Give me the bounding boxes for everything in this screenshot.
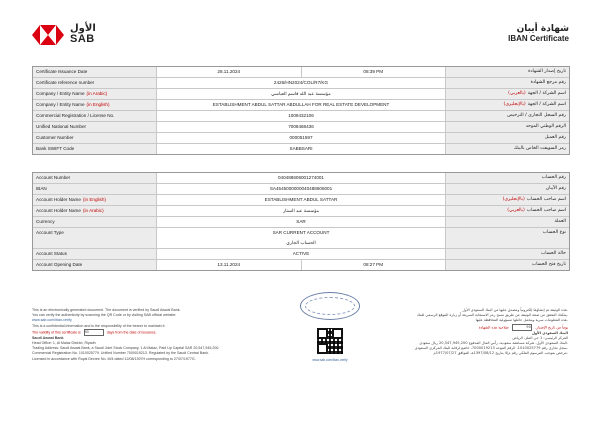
table-row (33, 100, 569, 111)
row-value: SAR (296, 219, 306, 224)
footer-line: هذه المعلومات سرية ويتحمل حاملها مسؤولية المحافظة عليها. (475, 318, 568, 323)
row-value: ACTIVE (292, 251, 310, 256)
table-row (33, 78, 569, 89)
row-label-ar: تاريخ فتح الحساب (445, 260, 569, 270)
table-row (33, 173, 569, 184)
row-value: 08:27 PM (363, 262, 384, 267)
validity-days-box-ar: 90 (512, 324, 532, 331)
footer (32, 308, 568, 398)
row-label-ar: (بالإنجليزي) اسم الشركة / الجهة (445, 100, 569, 110)
table-row (33, 67, 569, 78)
row-label-en: Unified National Number (33, 122, 157, 132)
footer-notes-en (32, 308, 252, 362)
document-title (508, 24, 569, 44)
row-label-ar: العملة (445, 217, 569, 227)
sab-logo (32, 24, 96, 45)
row-label-ar: رقم الآيبان (445, 184, 569, 194)
table-row (33, 133, 569, 144)
row-value: 7008468436 (288, 124, 314, 129)
row-label-ar: (بالعربي) اسم صاحب الحساب (445, 206, 569, 216)
row-label-ar: رقم الحساب (445, 173, 569, 183)
qr-code-icon[interactable] (317, 328, 343, 354)
row-label-ar: (بالعربي) اسم الشركة / الجهة (445, 89, 569, 99)
validity-line: The validity of this certificate is 90 days from the date of issuance. (32, 329, 157, 335)
row-value: 000051597 (289, 135, 313, 140)
row-label-en: Customer Number (33, 133, 157, 143)
validity-line-ar: يوماً من تاريخ الإصدار. 90 صلاحية هذه الشهادة (478, 324, 568, 330)
footer-line: Commercial Registration No. 1010025779. Unified Number 7000019213. Regulated by the Saudi Central Bank. (32, 351, 209, 356)
row-label-en: IBAN (33, 184, 157, 194)
row-label-ar: رمز السويفت الخاص بالبنك (445, 144, 569, 154)
row-value: مؤسسة عبد الستار (282, 208, 320, 213)
row-label-en: Commercial Registration / License No. (33, 111, 157, 121)
footer-line: يمكنك التحقق من صحة الوثيقة عن طريق مسح رمز الاستجابة السريعة أو زيارة الموقع الرسمي للبنك. (416, 313, 568, 318)
row-label-ar: حالة الحساب (445, 249, 569, 259)
row-label-ar: رقم السجل التجاري / الترخيص (445, 111, 569, 121)
row-value: ESTABLISHMENT ABDUL SATTAR (264, 197, 338, 202)
title-en: IBAN Certificate (508, 34, 569, 44)
footer-line: Trading Address: Saudi Awwal Bank, a Saudi Joint Stock Company, 1 Al Malaz, Paid Up Capital SAR 20,547,945,200. (32, 346, 220, 351)
row-value: SABBSARI (289, 146, 313, 151)
row-label-ar: رقم العميل (445, 133, 569, 143)
footer-notes-ar (348, 308, 568, 357)
row-label-ar: الرقم الوطني الموحد (445, 122, 569, 132)
row-value: 28.11.2024 (157, 67, 302, 77)
table-row (33, 122, 569, 133)
row-label-en: Certificate Issuance Date (33, 67, 157, 77)
row-label-en: Certificate reference number (33, 78, 157, 88)
qr-caption[interactable]: www.sab.com/iban-verify (312, 358, 348, 362)
row-label-en: Account Holder Name (in Arabic) (33, 206, 157, 216)
footer-line: مرخص بموجب المرسوم الملكي رقم م/4 بتاريخ 1397/08/12هـ الموافق 1977/07/27م. (433, 351, 568, 356)
footer-line: سجل تجاري رقم 1010025779، الرقم الموحد 7000019213، خاضع لرقابة البنك المركزي السعودي. (414, 346, 568, 351)
title-ar: شهادة أيبان (516, 24, 569, 34)
row-label-en: Account Opening Date (33, 260, 157, 270)
row-label-ar: تاريخ إصدار الشهادة (445, 67, 569, 77)
table-row (33, 184, 569, 195)
brand-name-en: SAB (70, 33, 95, 45)
table-row (33, 217, 569, 228)
footer-line: Licensed in accordance with Royal Decree No. M/4 dated 12/08/1397H corresponding to 27/07/1977G. (32, 356, 196, 361)
row-label-ar: نوع الحساب (445, 228, 569, 248)
row-label-en: Currency (33, 217, 157, 227)
row-label-en: Company / Entity Name (in Arabic) (33, 89, 157, 99)
footer-line: You can verify the authenticity by scanning the QR Code or by visiting SAB official website: (32, 313, 177, 318)
footer-line: البنك السعودي الأول، شركة مساهمة سعودية، رأس المال المدفوع 20,547,945,200 ريال سعودي. (419, 341, 568, 346)
table-row (33, 111, 569, 122)
row-label-en: Account Holder Name (in English) (33, 195, 157, 205)
company-details-table (32, 66, 570, 155)
table-row (33, 144, 569, 154)
table-row (33, 228, 569, 249)
bank-name: Saudi Awwal Bank (32, 335, 64, 340)
row-label-ar: رقم مرجع الشهادة (445, 78, 569, 88)
row-value: 08:39 PM (363, 69, 384, 74)
verify-link[interactable]: www.sab.com/iban-verify (32, 318, 72, 323)
row-value: SAR CURRENT ACCOUNT (272, 230, 330, 235)
table-row (33, 260, 569, 270)
row-label-en: Account Number (33, 173, 157, 183)
brand-name-ar: الأول (70, 23, 96, 34)
row-label-en: Company / Entity Name (in English) (33, 100, 157, 110)
row-value: الحساب الجاري (286, 240, 316, 245)
row-label-ar: (بالإنجليزي) اسم صاحب الحساب (445, 195, 569, 205)
row-value: 13.11.2024 (157, 260, 302, 270)
footer-line: Head Office: 1, Al Malaz District, Riyadh (32, 341, 96, 346)
table-row (33, 195, 569, 206)
footer-line: This is a confidential information and is the responsibility of the bearer to maintain it. (32, 323, 166, 328)
account-details-table (32, 172, 570, 271)
footer-line: هذه الوثيقة تم إنشاؤها إلكترونياً ومصدق عليها من البنك السعودي الأول. (462, 308, 568, 312)
footer-line: المركز الرئيسي: 1 حي الملز، الرياض (512, 335, 568, 340)
row-value: 040488606001274001 (278, 175, 324, 180)
row-value: ESTABLISHMENT ABDUL SATTAR ABDULLAH FOR REAL ESTATE DEVELOPMENT (212, 102, 390, 107)
footer-line: This is an electronically generated document. The document is verified by Saudi Awwal Bank. (32, 308, 181, 312)
row-value: 2426/HN2024/COL/R7/KG (273, 80, 329, 85)
table-row (33, 206, 569, 217)
table-row (33, 89, 569, 100)
row-value: مؤسسة عبد الله قاسم العباسي (271, 91, 331, 96)
bank-name-ar: البنك السعودي الأول (531, 330, 568, 335)
row-label-en: Account Status (33, 249, 157, 259)
validity-days-box: 90 (84, 329, 104, 336)
row-value: SA4545000000040488606001 (269, 186, 333, 191)
table-row (33, 249, 569, 260)
row-label-en: Account Type (33, 228, 157, 248)
hexagon-logo-icon (32, 25, 64, 45)
row-value: 1009432106 (288, 113, 314, 118)
row-label-en: Bank SWIFT Code (33, 144, 157, 154)
